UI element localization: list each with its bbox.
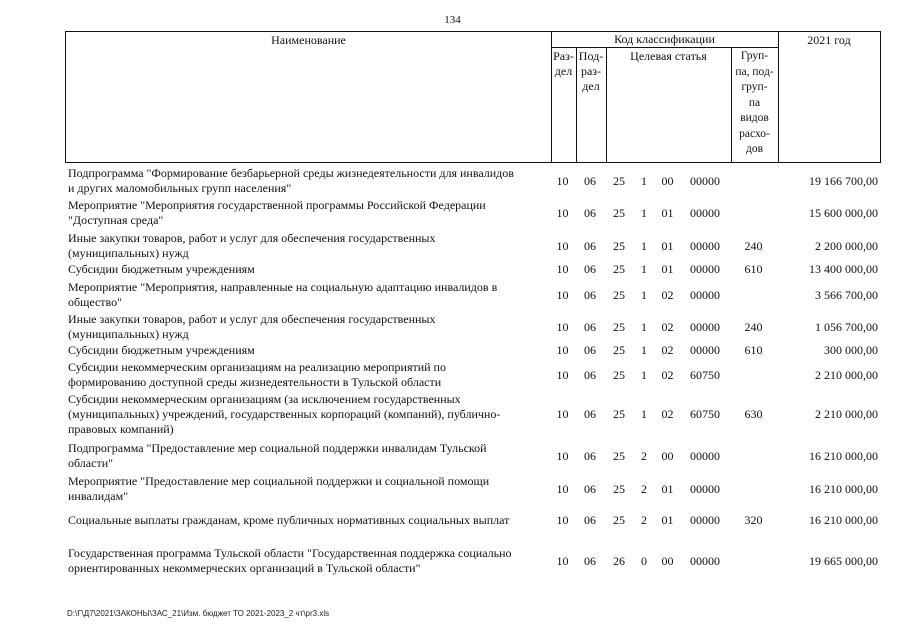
cell-pr: 06	[584, 262, 596, 276]
cell-c4: 00000	[690, 343, 720, 357]
cell-c4: 00000	[690, 174, 720, 188]
cell-vr: 240	[744, 320, 763, 334]
cell-c2: 1	[641, 343, 647, 357]
cell-pr: 06	[584, 407, 596, 421]
cell-rz: 10	[556, 554, 569, 568]
cell-amount: 16 210 000,00	[809, 513, 878, 527]
cell-c4: 00000	[690, 554, 720, 568]
cell-amount: 1 056 700,00	[815, 320, 878, 334]
cell-amount: 19 665 000,00	[809, 554, 878, 568]
cell-c3: 00	[661, 554, 674, 568]
header-group-line: Груп-	[740, 50, 769, 62]
cell-amount: 300 000,00	[824, 343, 878, 357]
cell-pr: 06	[584, 482, 596, 496]
cell-c1: 25	[613, 513, 625, 527]
cell-c3: 02	[661, 288, 674, 302]
header-razdel	[551, 49, 576, 79]
table-row	[68, 392, 884, 437]
cell-c1: 25	[613, 262, 625, 276]
cell-rz: 10	[556, 368, 569, 382]
row-name	[68, 280, 548, 310]
cell-vr: 630	[744, 407, 763, 421]
file-path-footer: D:\Г\Д7\2021\ЗАКОНЫ\ЗАС_21\Изм. бюджет ТО 2021-2023_2 чт\pr3.xls	[67, 609, 330, 618]
header-razdel-line: Раз-	[553, 49, 574, 63]
cell-c2: 1	[641, 239, 647, 253]
cell-c2: 0	[641, 554, 647, 568]
cell-rz: 10	[556, 449, 569, 463]
row-name	[68, 474, 548, 504]
cell-c4: 60750	[690, 407, 720, 421]
cell-amount: 16 210 000,00	[809, 482, 878, 496]
cell-amount: 2 210 000,00	[815, 368, 878, 382]
cell-c2: 2	[641, 449, 647, 463]
cell-vr: 320	[744, 513, 763, 527]
cell-c2: 2	[641, 513, 647, 527]
cell-c2: 1	[641, 407, 647, 421]
cell-c1: 25	[613, 449, 625, 463]
cell-c3: 02	[661, 368, 674, 382]
cell-c3: 02	[661, 407, 674, 421]
row-name-line: "Доступная среда"	[68, 213, 164, 227]
cell-vr: 240	[744, 239, 763, 253]
row-name	[68, 513, 548, 528]
row-name-line: ориентированных некоммерческих организаций в Тульской области"	[68, 561, 421, 575]
cell-c4: 00000	[690, 206, 720, 220]
cell-c1: 25	[613, 288, 625, 302]
cell-c4: 00000	[690, 239, 720, 253]
cell-amount: 2 210 000,00	[815, 407, 878, 421]
row-name-line: области"	[68, 456, 114, 470]
row-name-line: Социальные выплаты гражданам, кроме публичных нормативных социальных выплат	[68, 513, 510, 527]
table-row	[68, 198, 884, 228]
cell-c2: 1	[641, 320, 647, 334]
cell-c2: 1	[641, 288, 647, 302]
row-name-line: Мероприятие "Мероприятия государственной программы Российской Федерации	[68, 198, 486, 212]
cell-rz: 10	[556, 262, 569, 276]
row-name-line: Субсидии некоммерческим организациям (за исключением государственных	[68, 392, 461, 406]
row-name-line: (муниципальных) учреждений, государственных корпораций (компаний), публично-	[68, 407, 501, 421]
row-name	[68, 392, 548, 437]
row-name-line: Субсидии бюджетным учреждениям	[68, 262, 255, 276]
cell-c2: 1	[641, 262, 647, 276]
cell-c4: 00000	[690, 513, 720, 527]
row-name-line: Иные закупки товаров, работ и услуг для обеспечения государственных	[68, 231, 436, 245]
row-name-line: формированию доступной среды жизнедеятельности в Тульской области	[68, 375, 442, 389]
cell-rz: 10	[556, 343, 569, 357]
table-row	[68, 280, 884, 310]
row-name	[68, 312, 548, 342]
row-name-line: Подпрограмма "Предоставление мер социальной поддержки инвалидам Тульской	[68, 441, 487, 455]
cell-c2: 1	[641, 206, 647, 220]
cell-rz: 10	[556, 239, 569, 253]
cell-c3: 01	[661, 482, 674, 496]
cell-c1: 25	[613, 368, 625, 382]
cell-c1: 25	[613, 407, 625, 421]
table-row	[68, 546, 884, 576]
cell-c1: 25	[613, 343, 625, 357]
table-row	[68, 360, 884, 390]
cell-c3: 01	[661, 513, 674, 527]
cell-c1: 25	[613, 239, 625, 253]
header-group-line: видов	[740, 112, 769, 124]
header-podrazdel-line: Под-	[578, 49, 604, 63]
cell-amount: 15 600 000,00	[809, 206, 878, 220]
cell-pr: 06	[584, 368, 596, 382]
table-row	[68, 166, 884, 196]
cell-rz: 10	[556, 482, 569, 496]
table-row	[68, 343, 884, 358]
header-target: Целевая статья	[630, 49, 707, 63]
cell-c2: 2	[641, 482, 647, 496]
cell-vr: 610	[744, 262, 763, 276]
cell-amount: 19 166 700,00	[809, 174, 878, 188]
table-row	[68, 441, 884, 471]
row-name	[68, 166, 548, 196]
header-group-line: дов	[745, 143, 764, 155]
row-name	[68, 262, 548, 277]
cell-c1: 25	[613, 206, 625, 220]
cell-c4: 00000	[690, 288, 720, 302]
cell-pr: 06	[584, 239, 596, 253]
cell-c3: 02	[661, 343, 674, 357]
cell-c2: 1	[641, 174, 647, 188]
row-name-line: Субсидии бюджетным учреждениям	[68, 343, 255, 357]
row-name-line: общество"	[68, 295, 123, 309]
cell-rz: 10	[556, 407, 569, 421]
cell-c4: 00000	[690, 449, 720, 463]
table-row	[68, 231, 884, 261]
row-name-line: Субсидии некоммерческим организациям на реализацию мероприятий по	[68, 360, 446, 374]
cell-amount: 16 210 000,00	[809, 449, 878, 463]
cell-vr: 610	[744, 343, 763, 357]
cell-rz: 10	[556, 174, 569, 188]
cell-pr: 06	[584, 554, 596, 568]
header-group-line: расхо-	[739, 127, 770, 140]
row-name-line: Мероприятие "Мероприятия, направленные на социальную адаптацию инвалидов в	[68, 280, 498, 294]
header-name: Наименование	[271, 33, 346, 47]
cell-c4: 60750	[690, 368, 720, 382]
cell-rz: 10	[556, 206, 569, 220]
page-number: 134	[444, 14, 461, 26]
table-row	[68, 262, 884, 277]
row-name-line: Иные закупки товаров, работ и услуг для обеспечения государственных	[68, 312, 436, 326]
cell-amount: 2 200 000,00	[815, 239, 878, 253]
header-group-line: па, под-	[735, 65, 774, 78]
cell-c3: 00	[661, 174, 674, 188]
cell-c4: 00000	[690, 482, 720, 496]
header-podrazdel-line: дел	[582, 79, 600, 93]
table-header	[65, 31, 881, 163]
cell-pr: 06	[584, 343, 596, 357]
header-group-line: па	[748, 96, 761, 109]
row-name-line: Государственная программа Тульской области "Государственная поддержка социально	[68, 546, 512, 560]
cell-pr: 06	[584, 449, 596, 463]
cell-c1: 26	[613, 554, 625, 568]
cell-rz: 10	[556, 288, 569, 302]
row-name	[68, 546, 548, 576]
row-name	[68, 198, 548, 228]
row-name	[68, 441, 548, 471]
cell-pr: 06	[584, 174, 596, 188]
row-name-line: и других маломобильных групп населения"	[68, 181, 292, 195]
table-row	[68, 474, 884, 504]
cell-c4: 00000	[690, 262, 720, 276]
cell-pr: 06	[584, 206, 596, 220]
cell-amount: 3 566 700,00	[815, 288, 878, 302]
header-podrazdel-line: раз-	[580, 64, 602, 78]
row-name-line: (муниципальных) нужд	[68, 327, 189, 341]
cell-pr: 06	[584, 320, 596, 334]
cell-c3: 01	[661, 239, 674, 253]
cell-c3: 01	[661, 206, 674, 220]
header-group-line: груп-	[741, 81, 768, 93]
header-razdel-line: дел	[554, 64, 573, 78]
cell-c1: 25	[613, 320, 625, 334]
cell-amount: 13 400 000,00	[809, 262, 878, 276]
cell-rz: 10	[556, 513, 569, 527]
header-code: Код классификации	[614, 32, 715, 46]
cell-c3: 02	[661, 320, 674, 334]
row-name-line: инвалидам"	[68, 489, 129, 503]
cell-c3: 01	[661, 262, 674, 276]
cell-c1: 25	[613, 174, 625, 188]
cell-c4: 00000	[690, 320, 720, 334]
cell-pr: 06	[584, 288, 596, 302]
cell-c2: 1	[641, 368, 647, 382]
row-name	[68, 343, 548, 358]
row-name	[68, 231, 548, 261]
table-row	[68, 312, 884, 342]
row-name-line: Подпрограмма "Формирование безбарьерной среды жизнедеятельности для инвалидов	[68, 166, 514, 180]
row-name	[68, 360, 548, 390]
header-year: 2021 год	[807, 33, 851, 47]
cell-pr: 06	[584, 513, 596, 527]
cell-rz: 10	[556, 320, 569, 334]
header-podrazdel	[576, 49, 606, 94]
row-name-line: правовых компаний)	[68, 422, 174, 436]
row-name-line: Мероприятие "Предоставление мер социальной поддержки и социальной помощи	[68, 474, 490, 488]
cell-c1: 25	[613, 482, 625, 496]
table-row	[68, 513, 884, 528]
header-group	[731, 49, 778, 158]
row-name-line: (муниципальных) нужд	[68, 246, 189, 260]
cell-c3: 00	[661, 449, 674, 463]
